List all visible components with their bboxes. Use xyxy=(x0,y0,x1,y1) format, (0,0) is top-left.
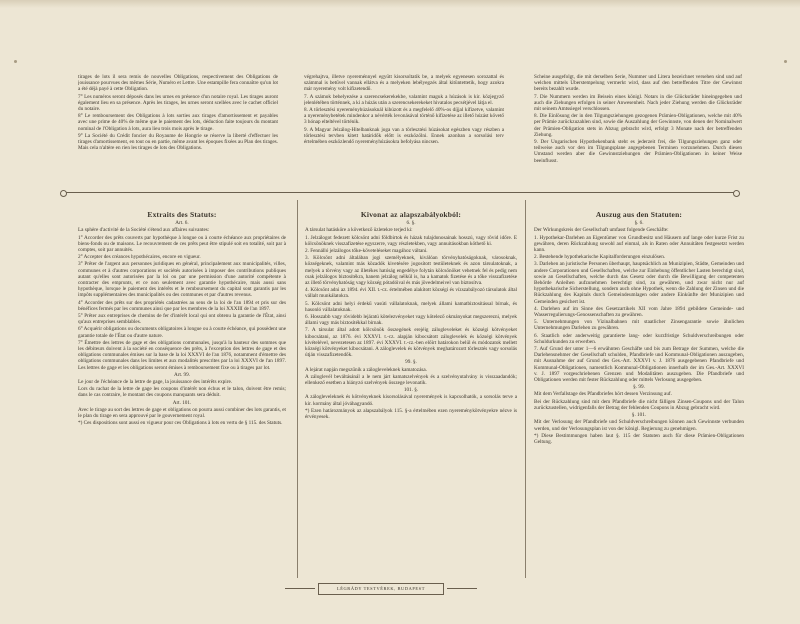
article-number: §. 101. xyxy=(631,412,647,419)
paragraph: Mit dem Verfallstage des Pfandbriefes hört dessen Verzinsung auf. xyxy=(534,391,672,398)
article-number: §. 6. xyxy=(634,220,644,227)
article-number: Art. 99. xyxy=(174,371,190,378)
paragraph: Lors du rachat de la lettre de gage les coupons d'intérêt non échus et le talon, doivent être remis; dans le cas contraire, le montant des coupons manquants sera déduit. xyxy=(78,386,286,399)
article-number: 99. §. xyxy=(405,359,417,366)
printer-imprint: LÉGRÁDY TESTVÉREK, BUDAPEST xyxy=(318,583,444,595)
statutes-german-column xyxy=(534,212,744,578)
paragraph: Der Wirkungskreis der Gesellschaft umfasst folgende Geschäfte: xyxy=(534,227,669,234)
paragraph: A zálogleveleknek és kötvényeknek kisorsolásával nyeremények is kapcsolhatók, a sorsolás terve a kir. kormány által jóváhagyandó. xyxy=(305,394,517,407)
footnote: *) Diese Bestimmungen haben laut §. 115 der Statuten auch für diese Prämien-Obligationen Geltung. xyxy=(534,432,744,445)
paragraph: 4. Darlehen auf im Sinne des Gesetzartikels XII vom Jahre 1894 gebildete Gemeinde- und Wasserregulierungs-Genossenschaften zu gewähren. xyxy=(534,305,744,319)
paper-fold-shadow xyxy=(0,0,800,8)
paragraph: 7. Auf Grund der unter 1—6 erwähnten Geschäfte und bis zum Betrage der Summen, welche die Darlehensnehmer der Gesellschaft schulden, Pfandbriefe und Kommunal-Obligationen auszugeben, mit Ausnahme der auf Grund des Ges.-Art. XXXVI v. J. 1876 ausgegebenen Pfandbriefe und Kommunal-Obligationen, namentlich Kommunal-Obligationen innerhalb der im Ges.-Art. XXXVI v. J. 1897 vorgeschriebenen Grenzen und Modalitäten auszugeben. Die Pfandbriefe und Obligationen werden mit fester Rückzahlung oder mittels Verlosung ausgegeben. xyxy=(534,346,744,384)
paragraph: Bei der Rückzahlung sind mit dem Pfandbriefe die nicht fälligen Zinsen-Coupons und der Talon zurückzustellen, widrigenfalls der Betrag der fehlenden Coupons in Abzug gebracht wird. xyxy=(534,398,744,411)
paragraph: La sphère d'activité de la Société s'étend aux affaires suivantes: xyxy=(78,227,210,234)
paragraph: 6° Acquérir obligations ou documents obligatoires à longue ou à courte échéance, qui possèdent une garantie totale de l'État ou d'autre nature. xyxy=(78,326,286,339)
divider-line xyxy=(66,192,734,193)
paragraph: 5. Kölcsönt adni helyi érdekű vasúti vállalatoknak, melyek állami kamatbiztosítással bírnak, és hasonló vállalatoknak. xyxy=(305,300,517,313)
footnote: *) Ces dispositions sont aussi en vigueur pour ces Obligations à lots en vertu de § 115. des Statuts. xyxy=(78,420,283,427)
paper-hole xyxy=(784,60,787,63)
paragraph: 7. A számok behelyezése a szerencsekerekekbe, valamint maguk a húzások is kir. közjegyző jelenlétében történnek, a ki a húzás után a szerencsekerekeket hivatalos pecsétjével látja el. xyxy=(304,93,504,106)
paragraph: 7° Les numéros seront déposés dans les urnes en présence d'un notaire royal. Les tirages auront également lieu en sa présence. Après les tirages, les urnes seront scellées avec le cachet officiel du notaire. xyxy=(78,93,278,113)
paragraph: 3. Darlehen an juristische Personen überhaupt, hauptsächlich an Munizipien, Städte, Gemeinden und andere Corporationen und Gesellschaften, welche zur Einhebung öffentlicher Lasten berechtigt sind, sowie an Gesellschaften, welche durch das Gesetz oder durch die Bewilligung der competenten Behörde Anleihen aufzunehmen berechtigt sind, zu gewähren, und zwar nicht nur auf hypothekarische Sicherstellung, sondern auch ohne Hypothek, wenn die Zahlung der Zinsen und die Rückzahlung des Kapitals durch Gemeindeumlagen oder andere Einkünfte der Munizipien und Gemeinden gesichert ist. xyxy=(534,261,744,305)
paragraph: 6. Staatlich oder anderweitig garantierte lang- oder kurzfristige Schuldverschreibungen oder Schuldurkunden zu erwerben. xyxy=(534,332,744,345)
paragraph: Avec le tirage au sort des lettres de gage et obligations on pourra aussi combiner des lots garantis, et le plan du tirage en sera approuvé par le gouvernement royal. xyxy=(78,406,286,420)
paragraph: 4. Kölcsönt adni az 1894. évi XII. t.-cz. értelmében alakított községi és vízszabályozó társulatok által vállalt munkálatokra. xyxy=(305,287,517,300)
column-divider xyxy=(525,200,526,578)
article-number: Art. 6. xyxy=(175,220,189,227)
paragraph: 2° Accepter des créances hypothécaires, encore en vigueur. xyxy=(78,254,201,261)
top-french-column xyxy=(78,74,278,184)
paragraph: 4° Accorder des prêts sur des propriétés cadastrées au sens de la loi de l'an 1894 et pris sur des bénéfices fermés par les communes ainsi que par les membres de la loi XXXIII de l'an 1897. xyxy=(78,299,286,312)
paragraph: 7° Émettre des lettres de gage et des obligations communales, jusqu'à la hauteur des sommes que les débiteurs doivent à la société en conséquence des prêts, à l'exception des lettres de gage et des obligations communales émises sur la base de la loi XXXVI de l'an 1876, notamment d'émettre des obligations communales dans les limites et aux modalités prescrites par la loi XXXVI de l'an 1897. Les lettres de gage et les obligations seront émises à remboursement fixe ou à tirages par lot. xyxy=(78,339,286,371)
paragraph: Le jour de l'échéance de la lettre de gage, la jouissance des intérêts expire. xyxy=(78,379,233,386)
paragraph: 2. Fennálló jelzálogos tőke-követeléseket magához váltani. xyxy=(305,248,428,255)
section-heading: Extraits des Statuts: xyxy=(147,212,217,219)
statutes-hungarian-column xyxy=(305,212,517,578)
statutes-french-column xyxy=(78,212,286,578)
paragraph: 8. A törlesztési nyereményhúzásoknál kihúzott és a megfelelő 40%-os díjjal kifizetve, valamint a nyereménybetétek mindenkor a névérték levonásával történő kifizetése az illető húzást követő 3 hónap elteltével történik. xyxy=(304,107,504,126)
paragraph: A záloglevél beváltásánál a le nem járt kamatszelvények és a szelvényutalvány is visszaadandók; ellenkező esetben a hiányzó szelvények összege levonatik. xyxy=(305,373,517,387)
paragraph: A lejárat napján megszűnik a zálogleveleknek kamatozása. xyxy=(305,366,427,373)
paper-hole xyxy=(14,60,17,63)
paragraph: 9. A Magyar Jelzálog-Hitelbanknak joga van a törlesztési húzásokat egészben vagy részben a törlesztési tervben kitett határidők előtt is eszközölni. Ennek azonban a sorsolási terv értelmében eszközlendő nyereményhúzásokra befolyása nincsen. xyxy=(304,126,504,146)
article-number: §. 99. xyxy=(633,384,645,391)
column-divider xyxy=(297,200,298,578)
paragraph: 1. Hypothekar-Darlehen an Eigentümer von Grundbesitz und Häusern auf lange oder kurze Frist zu gewähren, deren Rückzahlung sowohl auf einmal, als in Raten oder Annuitäten festgesetzt werden kann. xyxy=(534,234,744,254)
paragraph: 5° Prêter aux entreprises de chemins de fer d'intérêt local qui ont obtenu la garantie de l'État, ainsi qu'aux entreprises semblables. xyxy=(78,313,286,326)
paragraph: 1° Accorder des prêts couverts par hypothèque à longue ou à courte échéance aux propriétaires de biens-fonds ou de maisons. Le recouvrement de ces prêts peut être stipulé soit en totalité, soit par à comptes, soit par annuités. xyxy=(78,234,286,254)
top-german-column xyxy=(534,74,742,184)
paragraph: 8° Le remboursement des Obligations à lots sorties aux tirages d'amortissement et payables avec une prime de 40% de même que le paiement des lots, déduction faite toujours du montant nominal de l'Obligation à lots, aura lieu trois mois après le tirage. xyxy=(78,113,278,132)
article-number: Art. 101. xyxy=(172,399,192,406)
paragraph: 9° La Société du Crédit foncier du Royaume de Hongrie se réserve la liberté d'effectuer les tirages d'amortissement, en tout ou en partie, même avant les époques fixées au Plan des tirages. Mais cela n'altère en rien les tirages de lots des Obligations. xyxy=(78,132,278,152)
paragraph: Scheine ausgefolgt, die mit derselben Serie, Nummer und Litera bezeichnet versehen sind und auf welchen mittels Überstempelung vermerkt wird, dass auf den betreffenden Titre der Gewinnst bereits bezahlt wurde. xyxy=(534,74,742,93)
footnote: *) Ezen határozmányok az alapszabályok 115. §-a értelmében ezen nyereménykötvényekre nézve is érvényesek. xyxy=(305,407,517,421)
paragraph: 6. Hosszabb vagy rövidebb lejáratú kötelezvényeket vagy kötelező okmányokat megszerezni, melyek állami vagy más biztosítékkal bírnak. xyxy=(305,314,517,327)
paragraph: A társulat hatásköre a következő üzletekre terjed ki: xyxy=(305,227,413,234)
article-number: 6. §. xyxy=(406,220,416,227)
horizontal-divider xyxy=(60,190,740,196)
paragraph: 8. Die Einlösung der in den Tilgungsziehungen gezogenen Prämien-Obligationen, welche mit 40% per Prämie zurückzuzahlen sind, sowie die Auszahlung der Gewinnste, von denen der Nominalwert der Prämien-Obligation stets in Abzug gebracht wird, erfolgt 3 Monate nach der betreffenden Ziehung. xyxy=(534,113,742,138)
ornament-dot xyxy=(733,190,740,197)
paragraph: 7. Die Nummern werden im Beisein eines königl. Notars in die Glücksräder hineingegeben und auch die Ziehungen erfolgen in seiner Anwesenheit. Nach jeder Ziehung werden die Glücksräder mit seinem Amtssiegel verschlossen. xyxy=(534,93,742,113)
section-heading: Auszug aus den Statuten: xyxy=(595,212,683,219)
top-hungarian-column xyxy=(304,74,504,184)
paragraph: 1. Jelzálogot fedezett kölcsönt adni földbirtok és házak tulajdonosainak hosszú, vagy rövid időre. E kölcsönöknek visszafizetése egyszerre, vagy részletekben, vagy annuitásokban köthető ki. xyxy=(305,234,517,247)
paragraph: Mit der Verlosung der Pfandbriefe und Schuldverschreibungen können auch Gewinnste verbunden werden, und der Verlosungsplan ist von der königl. Regierung zu genehmigen. xyxy=(534,419,744,432)
paragraph: 2. Bestehende hypothekarische Kapitalforderungen einzulösen. xyxy=(534,254,666,261)
paragraph: 3. Kölcsönt adni általában jogi személyeknek, kiválóan törvényhatóságoknak, városoknak, községeknek, valamint más közadók kivetésére jogosított testületeknek és azon társulatoknak, a melyek a törvény vagy az illetékes hatóság engedélye folytán kölcsönöket vehetnek fel és pedig nem csak jelzálogos biztosítékra, hanem jelzálog nélkül is, ha a kamatok fizetése és a tőke visszafizetése az illető törvényhatóság vagy község pótadóival és más jövedelmeivel van biztosítva. xyxy=(305,255,517,287)
paragraph: végrehajtva, illetve nyereménnyel együtt kisorsoltatik be, a melyek egyenesen sorozattal és számmal is betűvel vannak ellátva és a melyeken lebélyegzés által kitüntettetik, hogy azokra már nyeremény volt kifizetendő. xyxy=(304,74,504,93)
paragraph: tirages de lots il sera remis de nouvelles Obligations, respectivement des Obligations de jouissance pourvues des mêmes Série, Numéro et Lettre. Une estampille fera connaître qu'un lot a été déjà payé à cette Obligation. xyxy=(78,74,278,93)
paragraph: 5. Unternehmungen von Vizinalbahnen mit staatlicher Zinsengarantie sowie ähnlichen Unternehmungen Darlehen zu gewähren. xyxy=(534,319,744,332)
paragraph: 3° Prêter de l'argent aux personnes juridiques en général, principalement aux municipalités, villes, communes et à d'autres corporations et sociétés autorisées à imposer des contributions publiques autant qu'elles sont autorisées par la loi ou par une permission d'une autorité compétente à contracter des emprunts, et ce non seulement avec garantie hypothécaire, mais aussi sans hypothèque, lorsque le paiement des intérêts et le remboursement du capital sont garantis par les impôts supplémentaires des municipalités ou des communes et par d'autres revenus. xyxy=(78,261,286,299)
paragraph: 9. Der Ungarischen Hypothekenbank steht es jederzeit frei, die Tilgungsziehungen ganz oder teilweise auch vor den im Tilgungsplane angegebenen Terminen vorzunehmen. Durch diesen Umstand werden aber die Gewinnstziehungen der Prämien-Obligationen in keiner Weise beeinflusst. xyxy=(534,139,742,164)
article-number: 101. §. xyxy=(403,387,419,394)
paragraph: 7. A társulat által adott kölcsönök összegének erejéig zálogleveleket és községi kötvényeket kibocsátani, az 1876. évi XXXVI. t.-cz. alapján kibocsátott záloglevelek és községi kötvények kivételével, nevezetesen az 1897. évi XXXVI. t.-cz.-ben előírt határokon belül és módozatok mellett községi kötvényeket kibocsátani. A záloglevelek és kötvények meghatározott törlesztés vagy sorsolás útján visszafizetendők. xyxy=(305,327,517,359)
section-heading: Kivonat az alapszabályokból: xyxy=(360,212,462,219)
